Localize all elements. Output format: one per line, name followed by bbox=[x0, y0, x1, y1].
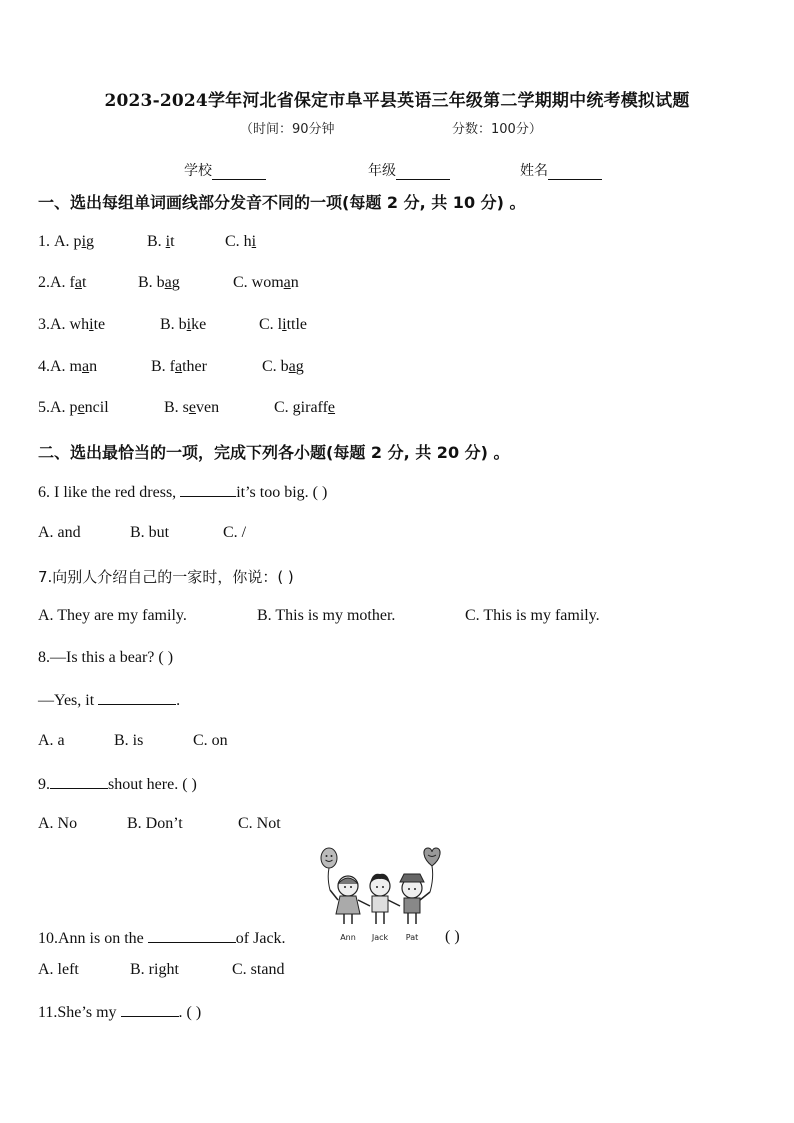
question-10 bbox=[38, 928, 286, 948]
section2-heading: 二、选出最恰当的一项，完成下列各小题(每题 2 分, 共 20 分) 。 bbox=[38, 443, 510, 462]
school-field bbox=[184, 160, 266, 180]
question-6-options bbox=[38, 524, 247, 542]
option-a[interactable]: A. No bbox=[38, 815, 78, 832]
answer-text: —Yes, it bbox=[38, 692, 99, 709]
option-b[interactable]: B. seven bbox=[164, 399, 220, 416]
option-a[interactable]: A. a bbox=[38, 732, 65, 749]
option-b[interactable]: B. father bbox=[151, 358, 207, 375]
option-a[interactable]: A. and bbox=[38, 524, 81, 541]
name-label: 姓名 bbox=[520, 163, 548, 179]
question-number: 4. bbox=[38, 358, 50, 375]
question-number: 9. bbox=[38, 776, 50, 793]
option-a[interactable]: A. man bbox=[50, 358, 98, 375]
option-c[interactable]: C. stand bbox=[232, 961, 285, 978]
option-b[interactable]: B. but bbox=[130, 524, 170, 541]
option-c[interactable]: C. This is my family. bbox=[465, 607, 600, 624]
option-b[interactable]: B. it bbox=[147, 233, 175, 250]
option-c[interactable]: C. hi bbox=[225, 233, 257, 250]
answer-blank[interactable] bbox=[98, 690, 176, 705]
option-b[interactable]: B. Don’t bbox=[127, 815, 183, 832]
question-text: 6. I like the red dress, bbox=[38, 484, 181, 501]
option-a[interactable]: A. left bbox=[38, 961, 79, 978]
option-c[interactable]: C. little bbox=[259, 316, 308, 333]
question-1 bbox=[38, 233, 257, 251]
question-text-end: of Jack. bbox=[235, 930, 286, 947]
children-balloons-icon bbox=[318, 844, 448, 944]
question-10-options bbox=[38, 961, 285, 979]
question-9 bbox=[38, 774, 197, 794]
page-title: 2023-2024学年河北省保定市阜平县英语三年级第二学期期中统考模拟试题 bbox=[104, 91, 690, 111]
option-a[interactable]: A. pencil bbox=[50, 399, 109, 416]
option-a[interactable]: A. pig bbox=[54, 233, 95, 250]
option-b[interactable]: B. bike bbox=[160, 316, 207, 333]
answer-blank[interactable] bbox=[180, 482, 236, 497]
label-pat: Pat bbox=[405, 933, 419, 942]
name-field bbox=[520, 160, 602, 180]
grade-blank[interactable] bbox=[396, 165, 450, 180]
question-number: 1. bbox=[38, 233, 54, 250]
option-b[interactable]: B. is bbox=[114, 732, 144, 749]
answer-blank[interactable] bbox=[50, 774, 108, 789]
question-7-options bbox=[38, 607, 600, 625]
label-jack: Jack bbox=[371, 933, 389, 942]
label-ann: Ann bbox=[340, 933, 356, 942]
question-7: 7.向别人介绍自己的一家时，你说：( ) bbox=[38, 568, 294, 586]
question-text: shout here. ( ) bbox=[108, 776, 197, 793]
question-11 bbox=[38, 1002, 201, 1022]
section1-heading: 一、选出每组单词画线部分发音不同的一项(每题 2 分, 共 10 分) 。 bbox=[38, 193, 526, 212]
option-c[interactable]: C. Not bbox=[238, 815, 281, 832]
children-illustration bbox=[318, 844, 448, 944]
option-b[interactable]: B. right bbox=[130, 961, 179, 978]
option-c[interactable]: C. / bbox=[223, 524, 247, 541]
question-text-end: . ( ) bbox=[178, 1004, 202, 1021]
question-number: 2. bbox=[38, 274, 50, 291]
option-c[interactable]: C. giraffe bbox=[274, 399, 336, 416]
question-text-end: it’s too big. ( ) bbox=[236, 484, 328, 501]
school-label: 学校 bbox=[184, 163, 212, 179]
question-text: 10.Ann is on the bbox=[38, 930, 148, 947]
question-4 bbox=[38, 358, 304, 376]
answer-blank[interactable] bbox=[148, 928, 236, 943]
question-number: 5. bbox=[38, 399, 50, 416]
option-a[interactable]: A. fat bbox=[50, 274, 87, 291]
question-9-options bbox=[38, 815, 281, 833]
answer-blank[interactable] bbox=[121, 1002, 179, 1017]
question-2 bbox=[38, 274, 299, 292]
grade-label: 年级 bbox=[368, 163, 396, 179]
question-8: 8.—Is this a bear? ( ) bbox=[38, 649, 174, 666]
question-5 bbox=[38, 399, 336, 417]
question-3 bbox=[38, 316, 308, 334]
question-8-answer: —Yes, it . bbox=[38, 692, 181, 709]
grade-field bbox=[368, 160, 450, 180]
question-10-paren[interactable]: ( ) bbox=[445, 928, 460, 945]
name-blank[interactable] bbox=[548, 165, 602, 180]
option-b[interactable]: B. This is my mother. bbox=[257, 607, 396, 624]
school-blank[interactable] bbox=[212, 165, 266, 180]
exam-score: 分数：100分） bbox=[452, 122, 542, 137]
question-6 bbox=[38, 482, 327, 502]
exam-time: （时间：90分钟 bbox=[240, 122, 335, 137]
option-a[interactable]: A. white bbox=[50, 316, 106, 333]
question-text: 11.She’s my bbox=[38, 1004, 121, 1021]
option-b[interactable]: B. bag bbox=[138, 274, 180, 291]
option-a[interactable]: A. They are my family. bbox=[38, 607, 187, 624]
question-8-options bbox=[38, 732, 228, 750]
option-c[interactable]: C. bag bbox=[262, 358, 304, 375]
option-c[interactable]: C. on bbox=[193, 732, 228, 749]
question-number: 3. bbox=[38, 316, 50, 333]
option-c[interactable]: C. woman bbox=[233, 274, 299, 291]
